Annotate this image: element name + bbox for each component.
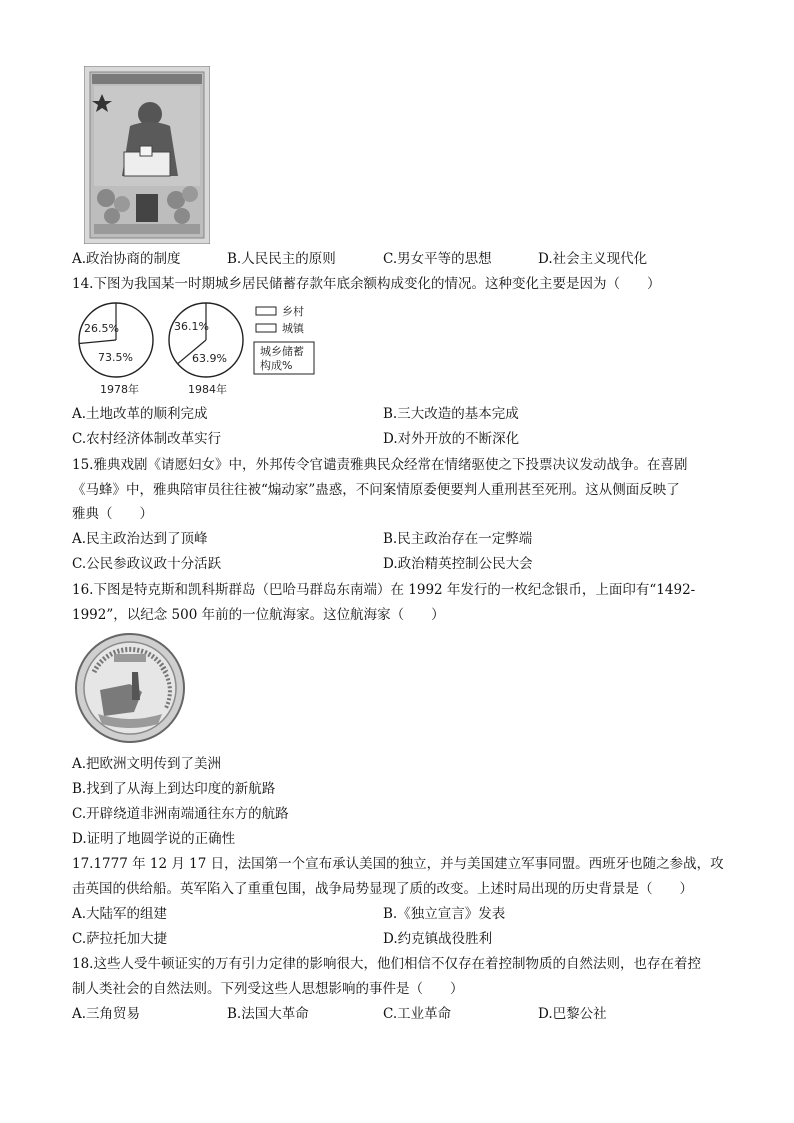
legend-urban: 城镇 bbox=[282, 322, 304, 335]
q17-option-c: C.萨拉托加大捷 bbox=[72, 931, 168, 947]
savings-pie-svg bbox=[76, 302, 326, 398]
q16-option-c: C.开辟绕道非洲南端通往东方的航路 bbox=[72, 806, 289, 822]
legend-caption-line2: 构成% bbox=[260, 359, 293, 372]
coin-illustration bbox=[74, 632, 186, 744]
q13-option-c: C.男女平等的思想 bbox=[383, 251, 492, 267]
legend-caption-line1: 城乡储蓄 bbox=[260, 345, 304, 358]
pie-legend bbox=[254, 304, 314, 374]
q18-option-a: A.三角贸易 bbox=[72, 1006, 141, 1022]
q16-option-a: A.把欧洲文明传到了美洲 bbox=[72, 756, 222, 772]
q18-option-b: B.法国大革命 bbox=[227, 1006, 309, 1022]
legend-rural: 乡村 bbox=[282, 305, 304, 318]
q15-option-c: C.公民参政议政十分活跃 bbox=[72, 556, 222, 572]
legend-swatch-urban bbox=[256, 324, 276, 332]
stamp-image bbox=[84, 66, 210, 244]
q14-option-c: C.农村经济体制改革实行 bbox=[72, 431, 222, 447]
q16-stem-line1: 16.下图是特克斯和凯科斯群岛（巴哈马群岛东南端）在 1992 年发行的一枚纪念银币，上面印有“1492- bbox=[72, 582, 696, 598]
q13-option-d: D.社会主义现代化 bbox=[538, 251, 648, 267]
pie-1978-label-urban: 73.5% bbox=[98, 351, 133, 364]
legend-swatch-rural bbox=[256, 307, 276, 315]
q18-stem-line2: 制人类社会的自然法则。下列受这些人思想影响的事件是（ ） bbox=[72, 981, 464, 997]
q15-stem-line2: 《马蜂》中，雅典陪审员往往被“煽动家”蛊惑，不问案情原委便要判人重刑甚至死刑。这从侧面反映了 bbox=[72, 482, 680, 498]
q17-option-a: A.大陆军的组建 bbox=[72, 906, 168, 922]
q17-option-d: D.约克镇战役胜利 bbox=[383, 931, 493, 947]
pie-1984 bbox=[169, 303, 243, 396]
q16-stem-line2: 1992”，以纪念 500 年前的一位航海家。这位航海家（ ） bbox=[72, 607, 445, 623]
pie-1984-label-rural: 36.1% bbox=[174, 320, 209, 333]
q15-option-a: A.民主政治达到了顶峰 bbox=[72, 531, 208, 547]
q18-option-d: D.巴黎公社 bbox=[538, 1006, 607, 1022]
q13-option-b: B.人民民主的原则 bbox=[227, 251, 336, 267]
coin-image bbox=[74, 632, 186, 744]
q15-stem-line3: 雅典（ ） bbox=[72, 506, 153, 522]
q17-stem-line2: 击英国的供给船。英军陷入了重重包围，战争局势显现了质的改变。上述时局出现的历史背景是（ ） bbox=[72, 881, 693, 897]
q14-option-d: D.对外开放的不断深化 bbox=[383, 431, 520, 447]
pie-1978-label-rural: 26.5% bbox=[84, 322, 119, 335]
q18-option-c: C.工业革命 bbox=[383, 1006, 452, 1022]
q14-option-b: B.三大改造的基本完成 bbox=[383, 406, 519, 422]
pie-1984-year-label: 1984年 bbox=[188, 383, 227, 396]
q17-option-b: B.《独立宣言》发表 bbox=[383, 906, 506, 922]
pie-1978-year-label: 1978年 bbox=[100, 383, 139, 396]
stamp-illustration bbox=[84, 66, 210, 244]
q16-option-b: B.找到了从海上到达印度的新航路 bbox=[72, 781, 276, 797]
q16-option-d: D.证明了地圆学说的正确性 bbox=[72, 831, 236, 847]
q17-stem-line1: 17.1777 年 12 月 17 日，法国第一个宣布承认美国的独立，并与美国建立军事同盟。西班牙也随之参战，攻 bbox=[72, 856, 724, 872]
q15-option-b: B.民主政治存在一定弊端 bbox=[383, 531, 533, 547]
q15-option-d: D.政治精英控制公民大会 bbox=[383, 556, 533, 572]
q15-stem-line1: 15.雅典戏剧《请愿妇女》中，外邦传令官谴责雅典民众经常在情绪驱使之下投票决议发动战争。在喜剧 bbox=[72, 457, 688, 473]
q18-stem-line1: 18.这些人受牛顿证实的万有引力定律的影响很大，他们相信不仅存在着控制物质的自然法则，也存在着控 bbox=[72, 956, 701, 972]
q14-option-a: A.土地改革的顺利完成 bbox=[72, 406, 208, 422]
savings-pie-charts bbox=[76, 302, 326, 398]
pie-1984-label-urban: 63.9% bbox=[192, 352, 227, 365]
pie-1978 bbox=[79, 303, 153, 396]
q14-stem: 14.下图为我国某一时期城乡居民储蓄存款年底余额构成变化的情况。这种变化主要是因为（ ） bbox=[72, 276, 661, 292]
q13-option-a: A.政治协商的制度 bbox=[72, 251, 181, 267]
